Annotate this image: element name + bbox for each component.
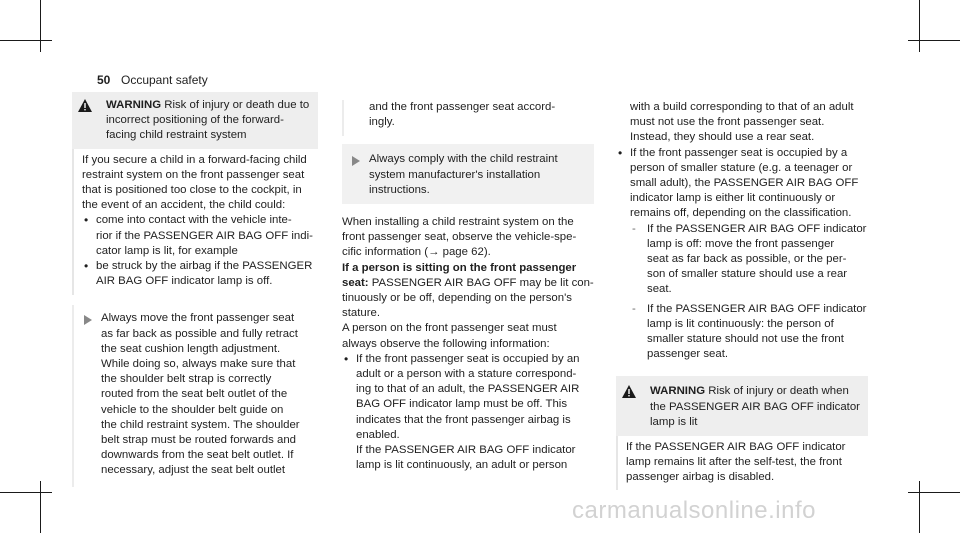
list-item-text: AIR BAG OFF indicator lamp is off. (96, 275, 273, 288)
list-item-text: • If the front passenger seat is occupied by an (356, 352, 580, 365)
tip-text: belt strap must be routed forwards and (101, 434, 297, 447)
warning-body (72, 149, 318, 296)
list-item-text: • be struck by the airbag if the PASSENGER (96, 260, 313, 273)
crop-mark (919, 481, 920, 533)
list-item-text: seat. (647, 283, 672, 296)
column-3 (616, 100, 868, 490)
list-item (342, 352, 594, 474)
list-item (82, 259, 318, 289)
crop-mark (40, 481, 41, 533)
list-item-text: small adult), the PASSENGER AIR BAG OFF (630, 177, 859, 190)
column-1 (72, 92, 318, 487)
warning-text: If you secure a child in a forward-facing child (82, 153, 307, 166)
warning-list (82, 213, 318, 289)
tip-arrow-icon (84, 315, 92, 325)
list-item-text: If the PASSENGER AIR BAG OFF indicator (356, 444, 576, 457)
warning-title: the PASSENGER AIR BAG OFF indicator (650, 400, 860, 413)
list-item-text: • If the front passenger seat is occupied by a (630, 146, 848, 159)
list-item-text: - If the PASSENGER AIR BAG OFF indicator (647, 302, 867, 315)
crop-mark (40, 0, 41, 52)
list-item-text: smaller stature should not use the front (647, 333, 844, 346)
tip-arrow-icon (352, 156, 360, 166)
list-item-text: indicates that the front passenger airbag is (356, 413, 571, 426)
tip-text: necessary, adjust the seat belt outlet (101, 464, 286, 477)
list-item-text: lamp is off: move the front passenger (647, 237, 835, 250)
tip-text: ingly. (369, 116, 395, 129)
body-text: with a build corresponding to that of an adult (630, 101, 854, 113)
sub-list-item (630, 222, 868, 298)
crop-mark (0, 40, 52, 41)
tip-text: the seat cushion length adjustment. (101, 342, 281, 355)
list-item-text: enabled. (356, 428, 400, 441)
list-item-text: remains off, depending on the classification. (630, 207, 852, 220)
body-text: stature. (342, 307, 380, 320)
tip-text: and the front passenger seat accord- (369, 101, 556, 113)
warning-text: restraint system on the front passenger seat (82, 168, 305, 181)
warning-text: the event of an accident, the child could: (82, 199, 286, 212)
list-item-text: cator lamp is lit, for example (96, 244, 238, 257)
tip-text: vehicle to the shoulder belt guide on (101, 403, 284, 416)
bold-heading: seat: (342, 276, 369, 289)
list-item-text: son of smaller stature should use a rear (647, 268, 848, 281)
crop-mark (919, 0, 920, 52)
warning-box (616, 376, 868, 436)
tip-continuation (342, 100, 594, 136)
tip-text: While doing so, always make sure that (101, 358, 296, 371)
warning-body (616, 436, 868, 490)
sub-list (630, 222, 868, 363)
page-title: Occupant safety (121, 73, 208, 87)
crop-mark (908, 40, 960, 41)
column-2 (342, 100, 594, 473)
bullet-list (342, 352, 594, 474)
warning-triangle-icon (622, 385, 638, 431)
warning-box (72, 92, 318, 149)
list-item-text: ing to that of an adult, the PASSENGER AIR (356, 383, 580, 396)
warning-title: lamp is lit (650, 415, 698, 428)
tip-text: the shoulder belt strap is correctly (101, 373, 272, 386)
tip-text: the child restraint system. The shoulder (101, 418, 300, 431)
crop-mark (908, 492, 960, 493)
list-item (82, 213, 318, 259)
tip-box (72, 305, 318, 486)
body-text: must not use the front passenger seat. (630, 116, 825, 129)
warning-title: Risk of injury or death due to (161, 99, 310, 111)
crop-mark (0, 492, 52, 493)
bullet-list (616, 146, 868, 363)
tip-text: as far back as possible and fully retract (101, 327, 298, 340)
sub-list-item (630, 302, 868, 363)
tip-box (342, 144, 594, 204)
body-text: Instead, they should use a rear seat. (630, 131, 815, 144)
tip-text: Always comply with the child restraint (369, 153, 558, 166)
warning-text: If the PASSENGER AIR BAG OFF indicator (626, 441, 846, 454)
body-text: tinuously or be off, depending on the person's (342, 292, 572, 305)
tip-text: routed from the seat belt outlet of the (101, 388, 288, 401)
list-item (616, 146, 868, 363)
warning-title: Risk of injury or death when (705, 385, 849, 398)
watermark: carmanualsonline.info (572, 497, 816, 524)
page-number: 50 (97, 73, 111, 87)
tip-text: Always move the front passenger seat (101, 312, 295, 325)
body-text: PASSENGER AIR BAG OFF may be lit con- (368, 276, 594, 289)
list-item-text: - If the PASSENGER AIR BAG OFF indicator (647, 222, 867, 235)
body-text: front passenger seat, observe the vehicle-spe- (342, 231, 577, 244)
list-item-text: person of smaller stature (e.g. a teenager or (630, 161, 853, 174)
warning-text: that is positioned too close to the cockpit, in (82, 184, 302, 197)
list-item-text: seat as far back as possible, or the per- (647, 253, 847, 266)
list-item-text: passenger seat. (647, 348, 729, 361)
warning-triangle-icon (78, 99, 94, 145)
warning-label: WARNING (650, 385, 706, 398)
warning-title: facing child restraint system (106, 129, 247, 142)
warning-text: lamp remains lit after the self-test, the front (626, 456, 842, 469)
list-item-text: • come into contact with the vehicle inte- (96, 214, 292, 227)
list-item-text: lamp is lit continuously, an adult or person (356, 459, 568, 472)
body-text: A person on the front passenger seat must (342, 322, 557, 335)
list-item-text: rior if the PASSENGER AIR BAG OFF indi- (96, 229, 313, 242)
list-item-text: BAG OFF indicator lamp must be off. This (356, 398, 568, 411)
body-text: always observe the following information: (342, 337, 550, 350)
warning-text: passenger airbag is disabled. (626, 471, 775, 484)
body-text: cific information (→ page 62). (342, 246, 491, 259)
list-item-text: lamp is lit continuously: the person of (647, 317, 834, 330)
warning-title: incorrect positioning of the forward- (106, 114, 284, 127)
warning-label: WARNING (106, 99, 162, 111)
tip-text: downwards from the seat belt outlet. If (101, 449, 294, 462)
bold-heading: If a person is sitting on the front passenger (342, 261, 577, 274)
tip-text: system manufacturer's installation (369, 168, 541, 181)
tip-text: instructions. (369, 183, 430, 196)
list-item-text: indicator lamp is either lit continuously or (630, 192, 836, 205)
list-item-text: adult or a person with a stature correspond- (356, 368, 577, 381)
body-text: When installing a child restraint system on the (342, 216, 574, 229)
